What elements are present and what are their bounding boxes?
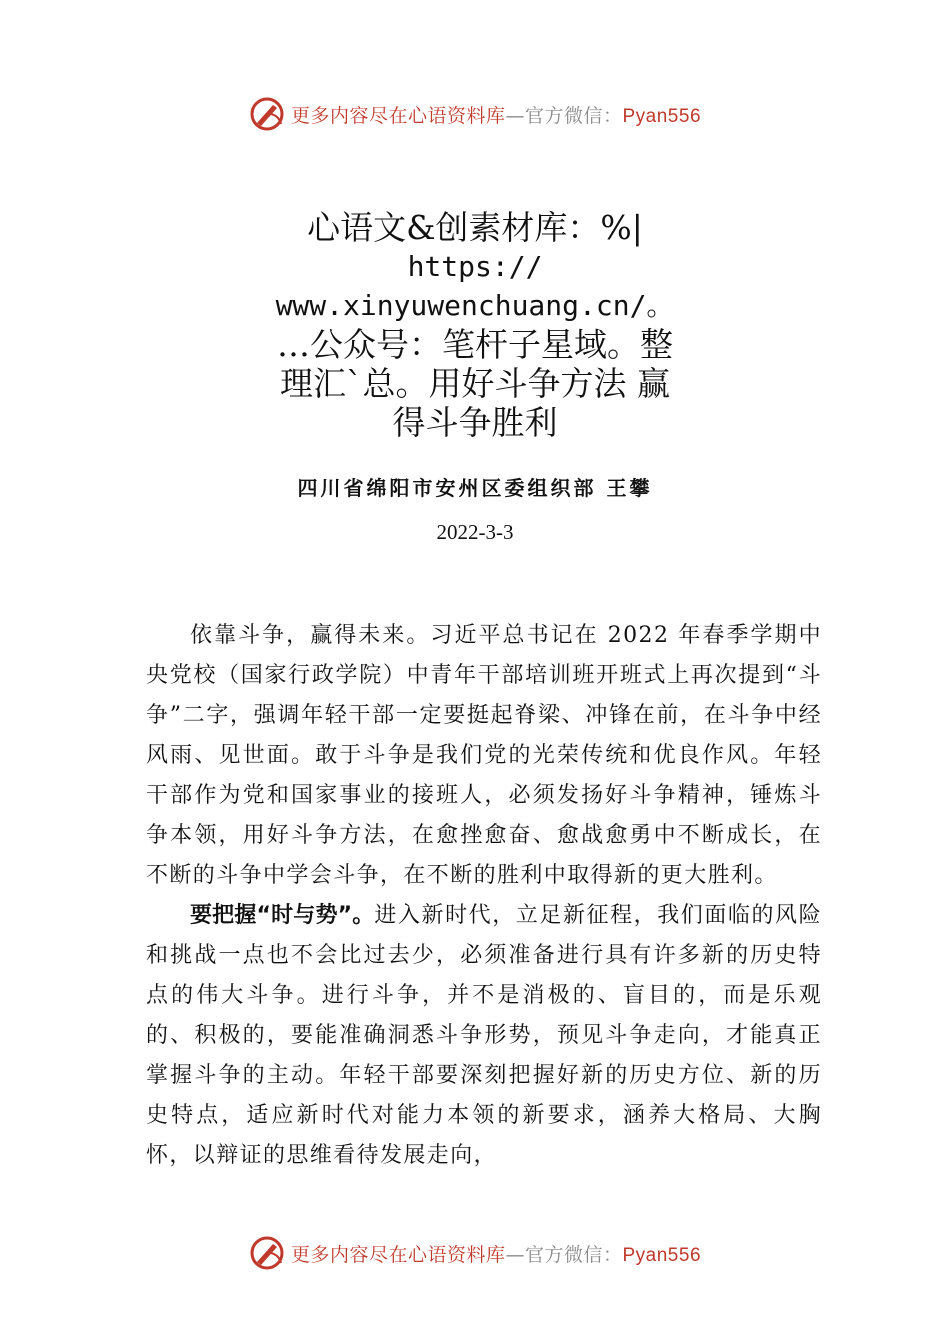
pen-circle-logo-icon [249, 96, 285, 132]
paragraph-1: 依靠斗争，赢得未来。习近平总书记在 2022 年春季学期中央党校（国家行政学院）中青年干部培训班开班式上再次提到“斗争”二字，强调年轻干部一定要挺起脊梁、冲锋在前，在斗争中经风雨、见世面。敢于斗争是我们党的光荣传统和优良作风。年轻干部作为党和国家事业的接班人，必须发扬好斗争精神，锤炼斗争本领，用好斗争方法，在愈挫愈奋、愈战愈勇中不断成长，在不断的斗争中学会斗争，在不断的胜利中取得新的更大胜利。 [146, 623, 822, 888]
date-line: 2022-3-3 [436, 520, 514, 544]
banner-main: 更多内容尽在心语资料库 [290, 1243, 506, 1266]
banner-dash: — [505, 1243, 525, 1266]
title-line-5: 理汇`总。用好斗争方法 赢 [280, 364, 670, 403]
banner-text [291, 1240, 701, 1267]
footer-banner [0, 1233, 950, 1273]
title-line-4: …公众号：笔杆子星域。整 [277, 325, 673, 364]
banner-text [291, 101, 701, 128]
article-body [146, 616, 822, 1176]
banner-wechat-label: 官方微信： [524, 1243, 623, 1266]
title-line-2: https:// [407, 250, 543, 283]
pen-circle-logo-icon [249, 1235, 285, 1271]
title-line-6: 得斗争胜利 [392, 403, 558, 442]
banner-wechat-id: Pyan556 [622, 105, 702, 127]
banner-dash: — [505, 104, 525, 127]
header-banner [0, 94, 950, 134]
paragraph-2-body: 进入新时代，立足新征程，我们面临的风险和挑战一点也不会比过去少，必须准备进行具有许多新的历史特点的伟大斗争。进行斗争，并不是消极的、盲目的，而是乐观的、积极的，要能准确洞悉斗争形势，预见斗争走向，才能真正掌握斗争的主动。年轻干部要深刻把握好新的历史方位、新的历史特点，适应新时代对能力本领的新要求，涵养大格局、大胸怀，以辩证的思维看待发展走向， [146, 903, 823, 1168]
banner-main: 更多内容尽在心语资料库 [290, 104, 506, 127]
banner-wechat-label: 官方微信： [524, 104, 623, 127]
paragraph-2 [146, 896, 822, 1176]
title-line-3: www.xinyuwenchuang.cn/。 [275, 289, 675, 322]
author-line: 四川省绵阳市安州区委组织部 王攀 [297, 476, 653, 500]
title-line-1: 心语文&创素材库：%| [307, 208, 643, 247]
banner-wechat-id: Pyan556 [622, 1244, 702, 1266]
document-title [230, 208, 720, 442]
paragraph-2-lead: 要把握“时与势”。 [190, 903, 375, 928]
